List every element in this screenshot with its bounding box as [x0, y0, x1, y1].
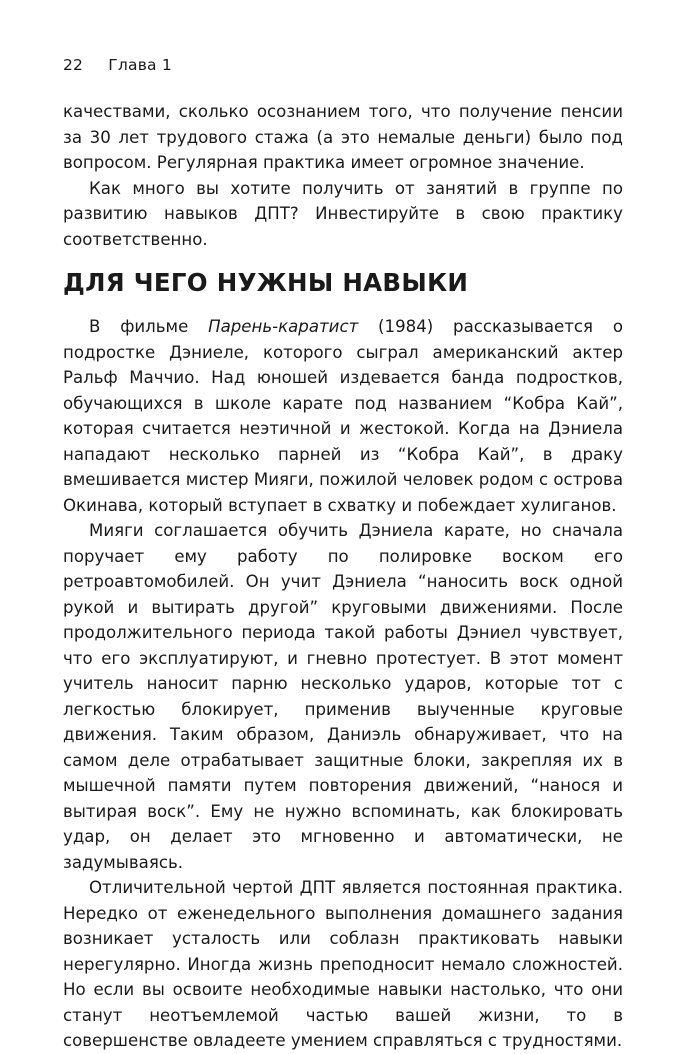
section-heading: ДЛЯ ЧЕГО НУЖНЫ НАВЫКИ: [63, 268, 469, 297]
page-number: 22: [63, 56, 84, 74]
paragraph: Как много вы хотите получить от занятий в группе по развитию навыков ДПТ? Инвестируйте в свою практику соответственно.: [63, 178, 623, 249]
running-head: [63, 56, 172, 74]
section-text: [63, 314, 623, 1054]
paragraph: качествами, сколько осознанием того, что получение пенсии за 30 лет трудового стажа (а это немалые деньги) было под вопросом. Регулярная практика имеет огромное значение.: [63, 102, 623, 172]
text-run: В фильме: [89, 317, 209, 336]
text-run: (1984) рассказывается о подростке Дэниеле, которого сыграл американский актер Ральф Маччио. Над юношей издевается банда подростков, обучающихся в школе карате под названием “Кобра Кай”, которая считается неэтичной и жестокой. Когда на Дэниела нападают несколько парней из “Кобра Кай”, в драку вмешивается мистер Мияги, пожилой человек родом с острова Окинава, который вступает в схватку и побеждает хулиганов.: [63, 317, 623, 515]
paragraph: Отличительной чертой ДПТ является постоянная практика. Нередко от еженедельного выполнения домашнего задания возникает усталость или соблазн практиковать навыки нерегулярно. Иногда жизнь преподносит немало сложностей. Но если вы освоите необходимые навыки настолько, что они станут неотъемлемой частью вашей жизни, то в совершенстве овладеете умением справляться с трудностями.: [63, 878, 623, 1050]
film-title: Парень-каратист: [208, 317, 359, 336]
paragraph: Мияги соглашается обучить Дэниела карате, но сначала поручает ему работу по полировке воском его ретроавтомобилей. Он учит Дэниела “наносить воск одной рукой и вытирать другой” круговыми движениями. После продолжительного периода такой работы Дэниел чувствует, что его эксплуатируют, и гневно протестует. В этот момент учитель наносит парню несколько ударов, которые тот с легкостью блокирует, применив выученные круговые движения. Таким образом, Даниэль обнаруживает, что на самом деле отрабатывает защитные блоки, закрепляя их в мышечной памяти путем повторения движений, “нанося и вытирая воск”. Ему не нужно вспоминать, как блокировать удар, он делает это мгновенно и автоматически, не задумываясь.: [63, 521, 623, 872]
intro-text: [63, 99, 623, 252]
chapter-label: Глава 1: [108, 56, 172, 74]
paragraph: [63, 314, 623, 518]
